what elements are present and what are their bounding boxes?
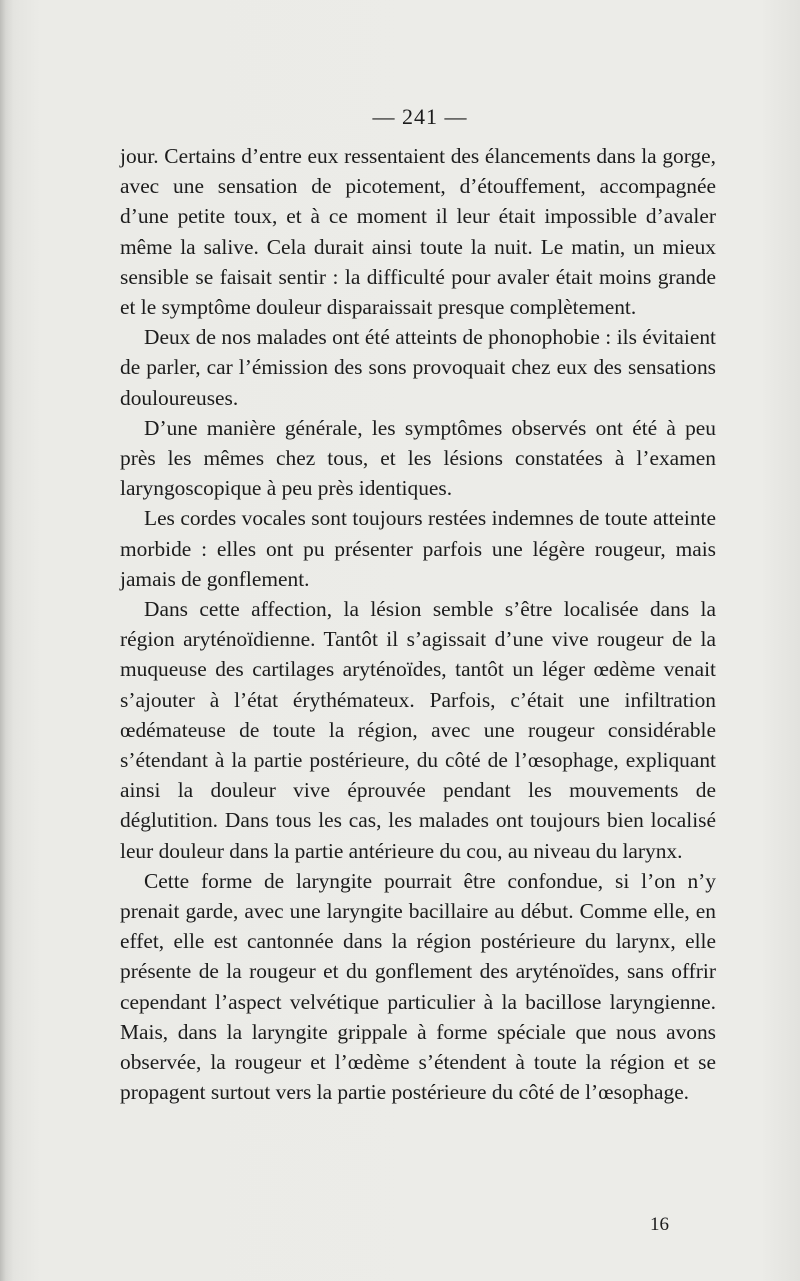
paragraph-3: D’une manière générale, les symptômes observés ont été à peu près les mêmes chez tous, et les lésions constatées à l’examen laryngoscopique à peu près identiques. — [120, 415, 716, 501]
paragraph-4: Les cordes vocales sont toujours restées indemnes de toute atteinte morbide : elles ont pu présenter parfois une légère rougeur, mais jamais de gonflement. — [120, 506, 716, 591]
paragraph-5: Dans cette affection, la lésion semble s’être localisée dans la région aryténoïdienne. Tantôt il s’agissait d’une vive rougeur de la muqueuse des cartilages aryténoïdes, tantôt un léger œdème venait s’ajouter à l’état érythémateux. Parfois, c’était une infiltration œdémateuse de toute la région, avec une rougeur considérable s’étendant à la partie postérieure, du côté de l’œsophage, expliquant ainsi la douleur vive éprouvée pendant les mouvements de déglutition. Dans tous les cas, les malades ont toujours bien localisé leur douleur dans la partie antérieure du cou, au niveau du larynx. — [120, 597, 716, 863]
signature-mark: 16 — [650, 1214, 669, 1235]
page-number: — 241 — — [372, 104, 468, 129]
paragraph-2: Deux de nos malades ont été atteints de phonophobie : ils évitaient de parler, car l’émission des sons provoquait chez eux des sensations douloureuses. — [120, 325, 716, 410]
body-text — [120, 141, 716, 1108]
paragraph-1: jour. Certains d’entre eux ressentaient des élancements dans la gorge, avec une sensation de picotement, d’étouffement, accompagnée d’une petite toux, et à ce moment il leur était impossible d’avaler même la salive. Cela durait ainsi toute la nuit. Le matin, un mieux sensible se faisait sentir : la difficulté pour avaler était moins grande et le symptôme douleur disparaissait presque complètement. — [120, 144, 716, 320]
paragraph-6: Cette forme de laryngite pourrait être confondue, si l’on n’y prenait garde, avec une laryngite bacillaire au début. Comme elle, en effet, elle est cantonnée dans la région postérieure du larynx, elle présente de la rougeur et du gonflement des aryténoïdes, sans offrir cependant l’aspect velvétique particulier à la bacillose laryngienne. Mais, dans la laryngite grippale à forme spéciale que nous avons observée, la rougeur et l’œdème s’étendent à toute la région et se propagent surtout vers la partie postérieure du côté de l’œsophage. — [120, 868, 716, 1105]
